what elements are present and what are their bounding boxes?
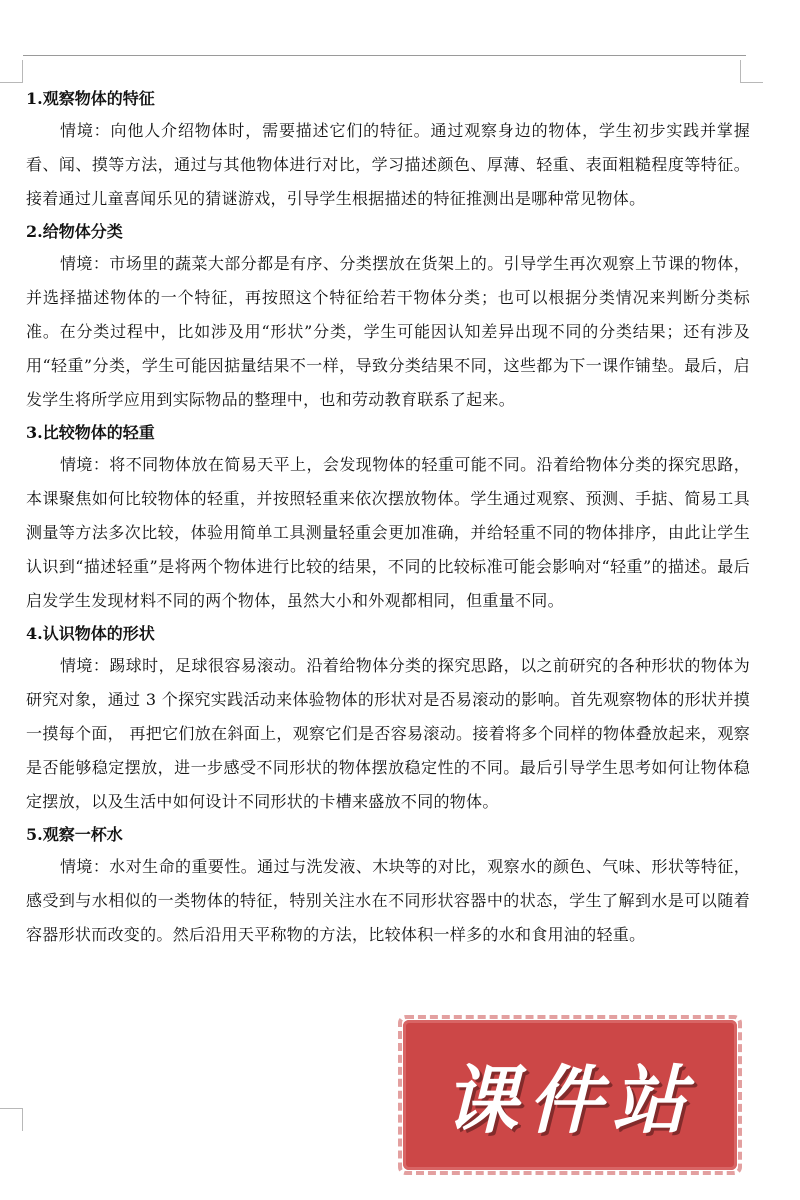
watermark-stamp	[403, 1020, 737, 1170]
section-observe-features	[26, 84, 750, 217]
section-classify-objects	[26, 217, 750, 418]
section-paragraph: 情境：踢球时，足球很容易滚动。沿着给物体分类的探究思路，以之前研究的各种形状的物体为研究对象，通过 3 个探究实践活动来体验物体的形状对是否易滚动的影响。首先观察物体的形状并摸一摸每个面， 再把它们放在斜面上，观察它们是否容易滚动。接着将多个同样的物体叠放起来，观察是否能够稳定摆放，进一步感受不同形状的物体摆放稳定性的不同。最后引导学生思考如何让物体稳定摆放，以及生活中如何设计不同形状的卡槽来盛放不同的物体。	[26, 655, 750, 812]
section-heading: 3.比较物体的轻重	[26, 422, 155, 442]
section-paragraph: 情境：向他人介绍物体时，需要描述它们的特征。通过观察身边的物体，学生初步实践并掌握看、闻、摸等方法，通过与其他物体进行对比，学习描述颜色、厚薄、轻重、表面粗糙程度等特征。接着通过儿童喜闻乐见的猜谜游戏，引导学生根据描述的特征推测出是哪种常见物体。	[26, 121, 750, 209]
section-heading: 2.给物体分类	[26, 221, 123, 241]
section-paragraph: 情境：将不同物体放在简易天平上，会发现物体的轻重可能不同。沿着给物体分类的探究思路，本课聚焦如何比较物体的轻重，并按照轻重来依次摆放物体。学生通过观察、预测、手掂、简易工具测量等方法多次比较，体验用简单工具测量轻重会更加准确，并给轻重不同的物体排序，由此让学生认识到“描述轻重”是将两个物体进行比较的结果，不同的比较标准可能会影响对“轻重”的描述。最后启发学生发现材料不同的两个物体，虽然大小和外观都相同，但重量不同。	[26, 454, 750, 611]
crop-mark-top-left	[0, 60, 23, 83]
watermark-text: 课件站	[444, 1058, 696, 1144]
section-heading: 4.认识物体的形状	[26, 623, 155, 643]
section-compare-weight	[26, 418, 750, 619]
section-observe-water	[26, 820, 750, 953]
section-object-shapes	[26, 619, 750, 820]
page-header-rule	[23, 55, 746, 56]
section-heading: 5.观察一杯水	[26, 824, 123, 844]
document-body	[26, 84, 750, 952]
section-paragraph: 情境：水对生命的重要性。通过与洗发液、木块等的对比，观察水的颜色、气味、形状等特征，感受到与水相似的一类物体的特征，特别关注水在不同形状容器中的状态，学生了解到水是可以随着容器形状而改变的。然后沿用天平称物的方法，比较体积一样多的水和食用油的轻重。	[26, 856, 750, 945]
crop-mark-top-right	[740, 60, 763, 83]
crop-mark-bottom-left	[0, 1108, 23, 1131]
section-paragraph: 情境：市场里的蔬菜大部分都是有序、分类摆放在货架上的。引导学生再次观察上节课的物体，并选择描述物体的一个特征，再按照这个特征给若干物体分类；也可以根据分类情况来判断分类标准。在分类过程中，比如涉及用“形状”分类，学生可能因认知差异出现不同的分类结果；还有涉及用“轻重”分类，学生可能因掂量结果不一样，导致分类结果不同，这些都为下一课作铺垫。最后，启发学生将所学应用到实际物品的整理中，也和劳动教育联系了起来。	[26, 253, 750, 410]
section-heading: 1.观察物体的特征	[26, 89, 155, 108]
